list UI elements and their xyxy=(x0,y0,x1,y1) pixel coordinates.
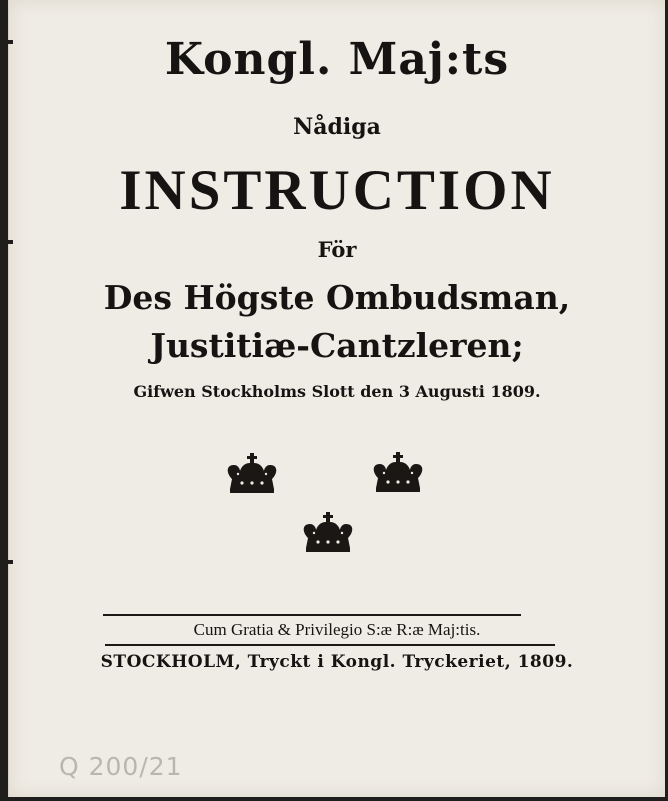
title-sub: Nådiga xyxy=(293,114,381,140)
issued-line: Gifwen Stockholms Slott den 3 Augusti 1809. xyxy=(133,382,541,401)
privilege-line: Cum Gratia & Privilegio S:æ R:æ Maj:tis. xyxy=(193,620,481,639)
crown-ornaments xyxy=(9,0,665,797)
title-pre: Kongl. Maj:ts xyxy=(164,34,510,85)
for-word: För xyxy=(317,237,357,262)
rule-top xyxy=(103,614,521,616)
title-page xyxy=(8,0,665,797)
crown-icon xyxy=(228,453,277,493)
recipient-line-2: Justitiæ-Cantzleren; xyxy=(150,326,524,365)
crown-icon xyxy=(304,512,353,552)
recipient-line-1: Des Högste Ombudsman, xyxy=(103,278,571,317)
rule-bottom xyxy=(105,644,555,646)
pencil-note: Q 200/21 xyxy=(59,752,183,781)
crown-icon xyxy=(374,452,423,492)
title-main: INSTRUCTION xyxy=(119,159,555,222)
imprint-line: STOCKHOLM, Tryckt i Kongl. Tryckeriet, 1809. xyxy=(100,652,574,672)
